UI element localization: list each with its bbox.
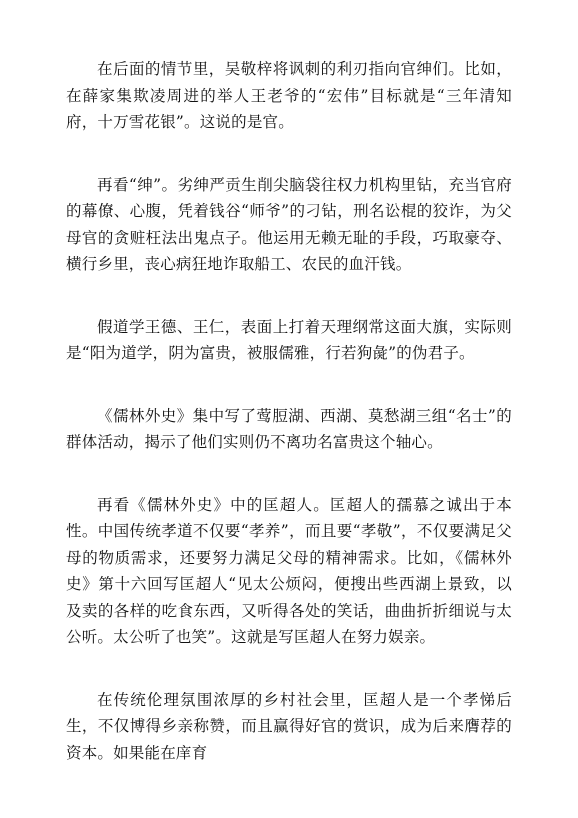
paragraph-3: 假道学王德、王仁，表面上打着天理纲常这面大旗，实际则是“阳为道学，阴为富贵，被服儒雅，行若狗彘”的伪君子。 [66,317,512,362]
paragraph-1: 在后面的情节里，吴敬梓将讽刺的利刃指向官绅们。比如，在薛家集欺凌周进的举人王老爷的“宏伟”目标就是“三年清知府，十万雪花银”。这说的是官。 [66,60,512,131]
paragraph-6: 在传统伦理氛围浓厚的乡村社会里，匡超人是一个孝悌后生，不仅博得乡亲称赞，而且赢得好官的赏识，成为后来膺荐的资本。如果能在庠育 [66,690,512,762]
paragraph-2: 再看“绅”。劣绅严贡生削尖脑袋往权力机构里钻，充当官府的幕僚、心腹，凭着钱谷“师爷”的刁钻，刑名讼棍的狡诈，为父母官的贪赃枉法出鬼点子。他运用无赖无耻的手段，巧取豪夺、横行乡里，丧心病狂地诈取船工、农民的血汗钱。 [66,175,512,273]
paragraph-5: 再看《儒林外史》中的匡超人。匡超人的孺慕之诚出于本性。中国传统孝道不仅要“孝养”，而且要“孝敬”，不仅要满足父母的物质需求，还要努力满足父母的精神需求。比如，《儒林外史》第十六回写匡超人“见太公烦闷，便搜出些西湖上景致，以及卖的各样的吃食东西，又听得各处的笑话，曲曲折折细说与太公听。太公听了也笑”。这就是写匡超人在努力娱亲。 [66,495,512,646]
paragraph-4: 《儒林外史》集中写了莺脰湖、西湖、莫愁湖三组“名士”的群体活动，揭示了他们实则仍不离功名富贵这个轴心。 [66,406,512,451]
